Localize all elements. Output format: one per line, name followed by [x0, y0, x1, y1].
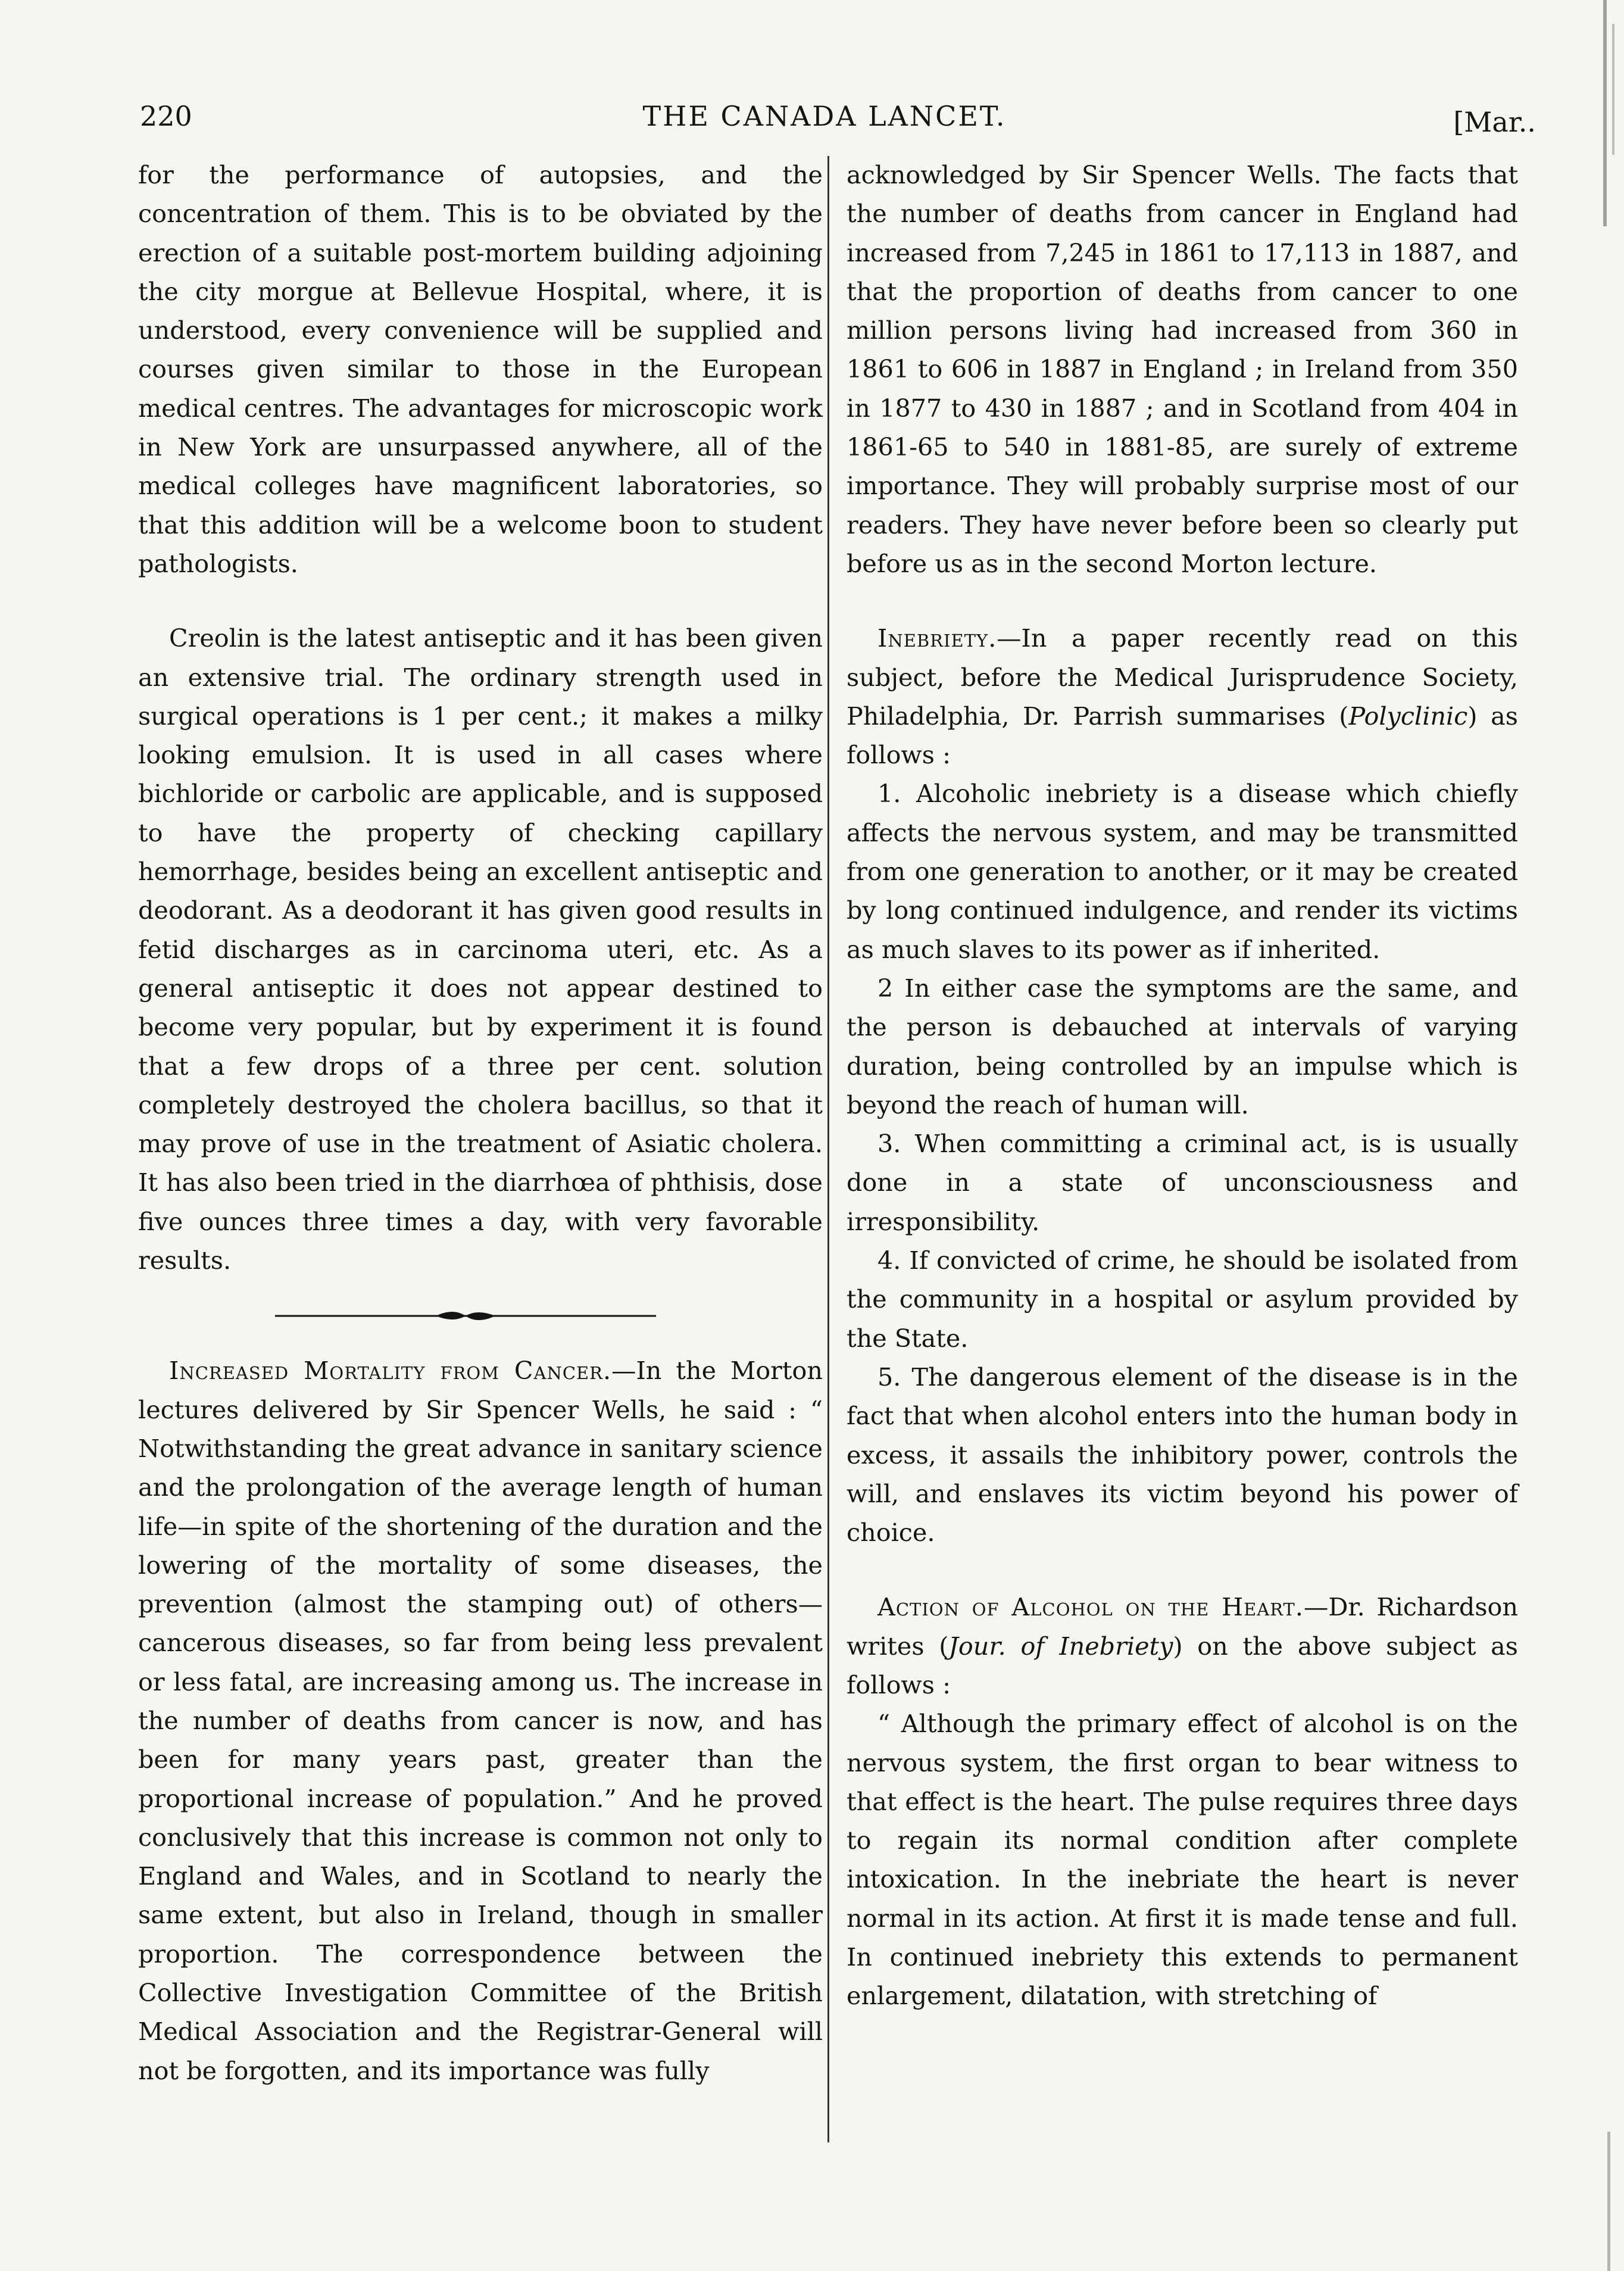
paragraph-cancer-mortality — [138, 1352, 823, 2091]
header-month: [Mar.. — [1453, 106, 1536, 138]
text-alcohol-heart-follows: ) on the above subject as follows : — [847, 1631, 1518, 1699]
column-rule — [827, 156, 829, 2142]
list-item: 5. The dangerous element of the disease is in the fact that when alcohol enters into the human body in excess, it assails the inhibitory power, controls the will, and enslaves its victim beyond his power of choice. — [847, 1362, 1518, 1548]
text-cancer-mortality: —In the Morton lectures delivered by Sir Spencer Wells, he said : “ Notwithstanding the great advance in sanitary science and the prolongation of the average length of human life—in spite of the shortening of the duration and the lowering of the mortality of some diseases, the prevention (almost the stamping out) of others—cancerous diseases, so far from being less prevalent or less fatal, are increasing among us. The increase in the number of deaths from cancer is now, and has been for many years past, greater than the proportional increase of population.” And he proved conclusively that this increase is common not only to England and Wales, and in Scotland to nearly the same extent, but also in Ireland, though in smaller proportion. The correspondence between the Collective Investigation Committee of the British Medical Association and the Registrar-General will not be forgotten, and its importance was fully — [138, 1356, 823, 2085]
text-inebriety-follows: ) as follows : — [847, 701, 1518, 770]
paragraph-autopsies: for the performance of autopsies, and the concentration of them. This is to be obviated by the erection of a suitable post-mortem building adjoining the city morgue at Bellevue Hospital, where, it is understood, every convenience will be supplied and courses given similar to those in the European medical centres. The advantages for microscopic work in New York are unsurpassed anywhere, all of the medical colleges have magnificent laboratories, so that this addition will be a welcome boon to student pathologists. — [138, 161, 823, 578]
paragraph-cancer-continued: acknowledged by Sir Spencer Wells. The facts that the number of deaths from cancer in England had increased from 7,245 in 1861 to 17,113 in 1887, and that the proportion of deaths from cancer to one million persons living had increased from 360 in 1861 to 606 in 1887 in England ; in Ireland from 350 in 1877 to 430 in 1887 ; and in Scotland from 404 in 1861-65 to 540 in 1881-85, are surely of extreme importance. They will probably surprise most of our readers. They have never before been so clearly put before us as in the second Morton lecture. — [847, 161, 1518, 578]
left-column — [138, 156, 823, 2091]
heading-alcohol-heart: Action of Alcohol on the Heart. — [877, 1593, 1304, 1622]
paragraph-richardson-quote: “ Although the primary effect of alcohol is on the nervous system, the first organ to bear witness to that effect is the heart. The pulse requires three days to regain its normal condition after complete intoxication. In the inebriate the heart is never normal in its action. At first it is made tense and full. In continued inebriety this extends to permanent enlargement, dilatation, with stretching of — [847, 1710, 1518, 2011]
right-column — [847, 156, 1518, 2016]
heading-cancer-mortality: Increased Mortality from Cancer. — [169, 1356, 612, 1386]
list-item: 1. Alcoholic inebriety is a disease which chiefly affects the nervous system, and may be transmitted from one generation to another, or it may be created by long continued indulgence, and render its victims as much slaves to its power as if inherited. — [847, 779, 1518, 964]
section-divider — [138, 1280, 823, 1352]
text-alcohol-heart-intro: —Dr. Richardson writes ( — [847, 1593, 1519, 1661]
journal-title: THE CANADA LANCET. — [642, 100, 1007, 132]
running-header — [140, 100, 1536, 154]
list-item: 4. If convicted of crime, he should be isolated from the community in a hospital or asylum provided by the State. — [847, 1246, 1518, 1353]
paragraph-inebriety — [847, 619, 1518, 775]
list-item: 3. When committing a criminal act, is is usually done in a state of unconsciousness and irresponsibility. — [847, 1130, 1518, 1236]
page-number: 220 — [140, 100, 192, 132]
source-polyclinic: Polyclinic — [1348, 701, 1468, 731]
ornament-rule-icon — [275, 1304, 656, 1328]
paragraph-alcohol-heart — [847, 1588, 1518, 1705]
list-item: 2 In either case the symptoms are the same, and the person is debauched at intervals of varying duration, being controlled by an impulse which is beyond the reach of human will. — [847, 974, 1518, 1119]
paragraph-creolin: Creolin is the latest antiseptic and it has been given an extensive trial. The ordinary strength used in surgical operations is 1 per cent.; it makes a milky looking emulsion. It is used in all cases where bichloride or carbolic are applicable, and is supposed to have the property of checking capillary hemorrhage, besides being an excellent antiseptic and deodorant. As a deodorant it has given good results in fetid discharges as in carcinoma uteri, etc. As a general antiseptic it does not appear destined to become very popular, but by experiment it is found that a few drops of a three per cent. solution completely destroyed the cholera bacillus, so that it may prove of use in the treatment of Asiatic cholera. It has also been tried in the diarrhœa of phthisis, dose five ounces three times a day, with very favorable results. — [138, 624, 823, 1275]
source-jour-inebriety: Jour. of Inebriety — [948, 1631, 1173, 1661]
scan-edge-noise — [1570, 0, 1624, 2271]
heading-inebriety: Inebriety. — [877, 624, 997, 653]
text-inebriety-intro: —In a paper recently read on this subject, before the Medical Jurisprudence Society, Philadelphia, Dr. Parrish summarises ( — [847, 624, 1518, 731]
